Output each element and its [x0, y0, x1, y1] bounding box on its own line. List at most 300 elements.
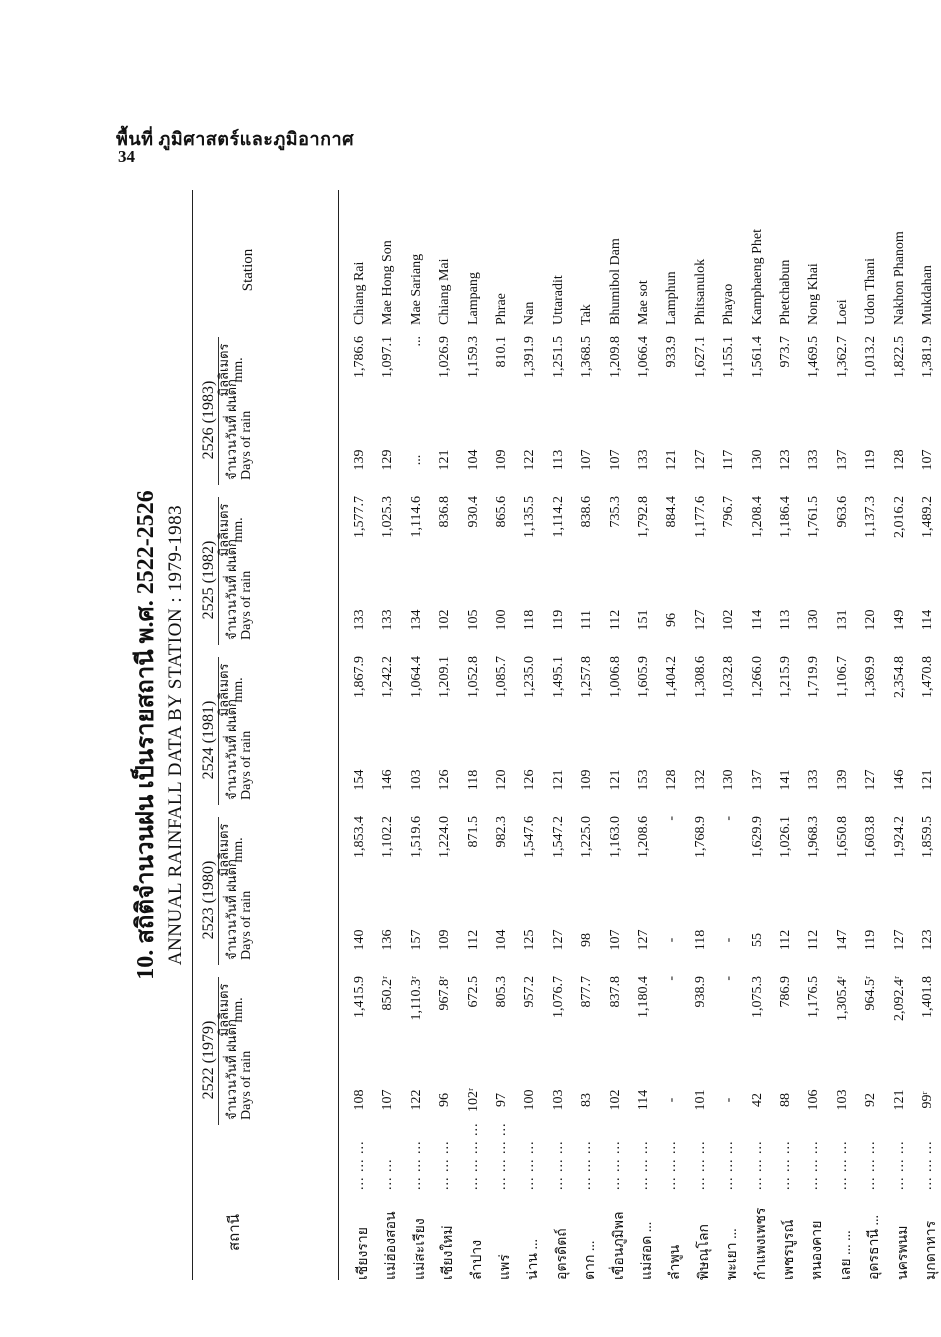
station-thai-name: หนองคาย: [810, 1220, 826, 1280]
rain-days-cell: 136: [380, 929, 396, 951]
rainfall-mm-cell: 1,013.2: [863, 336, 879, 378]
rain-days-cell: 127: [863, 769, 879, 791]
station-english-name: Phetchabun: [778, 259, 793, 325]
rainfall-mm-cell: 735.3: [607, 496, 623, 528]
rain-days-cell: 154: [352, 769, 367, 791]
station-thai-name: แม่สะเรียง: [412, 1218, 428, 1280]
rainfall-mm-cell: 810.1: [494, 336, 509, 368]
rain-days-cell: 113: [778, 609, 793, 631]
rain-days-cell: 102: [721, 609, 737, 631]
station-thai-name: ลำปาง: [469, 1239, 485, 1280]
rain-days-cell: 114: [920, 609, 935, 631]
rain-days-cell: 123: [920, 929, 935, 951]
table-row: [466, 180, 494, 1290]
rainfall-mm-cell: 1,114.2: [550, 496, 566, 538]
mm-english-label: mm.: [231, 357, 246, 383]
mm-thai-label: มิลลิเมตร: [216, 823, 231, 877]
rain-days-cell: 112: [778, 929, 793, 951]
station-english-name: Mae Sariang: [408, 253, 424, 325]
leader-dots: ... ... ...: [721, 1140, 737, 1190]
rainfall-mm-cell: 1,159.3: [465, 336, 481, 378]
leader-dots: ... ... ...: [778, 1140, 793, 1190]
rain-days-cell: 107: [607, 929, 623, 951]
table-row: [721, 180, 749, 1290]
station-thai-name: ตาก ...: [583, 1240, 599, 1280]
rainfall-mm-cell: 1,368.5: [579, 336, 595, 378]
rain-days-cell: 92: [863, 1093, 879, 1107]
mm-english-label: mm.: [231, 997, 246, 1023]
rainfall-mm-cell: 1,106.7: [834, 656, 850, 698]
station-english-name: Nakhon Phanom: [891, 231, 907, 325]
rainfall-mm-cell: 933.9: [664, 336, 680, 368]
table-row: [664, 180, 692, 1290]
days-english-label: Days of rain: [239, 730, 254, 800]
rain-days-cell: 119: [863, 449, 879, 471]
rainfall-mm-cell: 1,110.3ʳ: [408, 976, 424, 1021]
rainfall-mm-cell: 1,215.9: [778, 656, 793, 698]
station-thai-name: พะเยา ...: [725, 1228, 741, 1280]
rain-days-cell: 101: [692, 1089, 708, 1111]
rain-days-cell: -: [664, 937, 680, 943]
station-english-name: Tak: [579, 304, 595, 325]
rain-days-cell: 137: [834, 449, 850, 471]
leader-dots: ... ... ...: [749, 1140, 765, 1190]
rainfall-mm-cell: 1,208.4: [749, 496, 765, 538]
running-head: พื้นที่ ภูมิศาสตร์และภูมิอากาศ: [116, 129, 355, 149]
station-thai-name: เขื่อนภูมิพล: [611, 1211, 627, 1280]
millimetre-header: [216, 490, 246, 570]
rain-days-cell: 100: [494, 609, 509, 631]
rainfall-mm-cell: 672.5: [465, 976, 481, 1008]
rain-days-cell: 133: [806, 769, 822, 791]
leader-dots: ... ... ...: [920, 1140, 935, 1190]
rain-days-cell: 146: [380, 769, 396, 791]
rain-days-cell: 139: [352, 449, 367, 471]
leader-dots: ... ... ...: [550, 1140, 566, 1190]
leader-dots: ... ... ...: [636, 1140, 651, 1190]
rain-days-cell: 99ʳ: [920, 1091, 935, 1109]
rain-days-cell: 157: [408, 929, 424, 951]
rainfall-mm-cell: 1,547.2: [550, 816, 566, 858]
mm-english-label: mm.: [231, 517, 246, 543]
rainfall-mm-cell: 1,404.2: [664, 656, 680, 698]
rainfall-mm-cell: 1,305.4ʳ: [834, 976, 850, 1022]
rain-days-cell: 118: [465, 769, 481, 791]
rain-days-cell: 121: [607, 769, 623, 791]
station-english-name: Uttaradit: [550, 275, 566, 325]
rainfall-mm-cell: -: [664, 816, 680, 821]
rainfall-mm-cell: 805.3: [494, 976, 509, 1008]
rainfall-mm-cell: 1,085.7: [494, 656, 509, 698]
station-english-name: Chiang Rai: [352, 261, 367, 325]
millimetre-header: [216, 810, 246, 890]
rainfall-mm-cell: 1,266.0: [749, 656, 765, 698]
leader-dots: ... ... ... ...: [494, 1122, 509, 1190]
rainfall-mm-cell: ...: [408, 336, 424, 347]
rainfall-mm-cell: 1,786.6: [352, 336, 367, 378]
leader-dots: ... ... ...: [352, 1140, 367, 1190]
rainfall-mm-cell: 1,177.6: [692, 496, 708, 538]
rain-days-cell: 105: [465, 609, 481, 631]
rainfall-mm-cell: 1,761.5: [806, 496, 822, 538]
rainfall-mm-cell: 884.4: [664, 496, 680, 528]
rain-days-cell: 122: [408, 1089, 424, 1111]
table-row: [806, 180, 834, 1290]
rain-days-cell: 128: [891, 449, 907, 471]
station-thai-name: อุดรธานี ...: [867, 1215, 883, 1280]
rainfall-mm-cell: 1,180.4: [636, 976, 651, 1018]
rain-days-cell: 88: [778, 1093, 793, 1107]
rainfall-mm-cell: 973.7: [778, 336, 793, 368]
rain-days-cell: 133: [380, 609, 396, 631]
rain-days-cell: 98: [579, 933, 595, 947]
rain-days-cell: 133: [636, 449, 651, 471]
days-thai-label: จำนวนวันที่ ฝนตก: [224, 539, 239, 640]
rain-days-cell: 103: [408, 769, 424, 791]
rainfall-mm-cell: 837.8: [607, 976, 623, 1008]
rainfall-mm-cell: 786.9: [778, 976, 793, 1008]
rainfall-mm-cell: -: [721, 816, 737, 821]
station-thai-name: มุกดาหาร: [924, 1220, 939, 1280]
rain-days-cell: 96: [664, 613, 680, 627]
station-english-name: Phitsanulok: [692, 258, 708, 325]
table-title-english: ANNUAL RAINFALL DATA BY STATION : 1979-1983: [165, 504, 186, 966]
table-row: [494, 180, 522, 1290]
leader-dots: ... ... ...: [891, 1140, 907, 1190]
rain-days-cell: 107: [380, 1089, 396, 1111]
leader-dots: ... ... ...: [806, 1140, 822, 1190]
rainfall-mm-cell: 1,155.1: [721, 336, 737, 378]
rain-days-cell: 122: [522, 449, 538, 471]
rain-days-cell: 117: [721, 449, 737, 471]
rain-days-cell: 109: [437, 929, 453, 951]
mm-thai-label: มิลลิเมตร: [216, 983, 231, 1037]
rainfall-mm-cell: 2,092.4ʳ: [891, 976, 907, 1022]
rainfall-table: [120, 180, 939, 1290]
rain-days-cell: 139: [834, 769, 850, 791]
year-header: 2522 (1979): [200, 1020, 217, 1100]
leader-dots: ... ... ...: [834, 1140, 850, 1190]
station-thai-name: พิษณุโลก: [696, 1223, 712, 1280]
station-thai-name: นครพนม: [895, 1225, 911, 1280]
rain-days-cell: -: [721, 937, 737, 943]
rain-days-cell: 121: [437, 449, 453, 471]
rain-days-cell: 127: [692, 609, 708, 631]
rain-days-cell: 140: [352, 929, 367, 951]
mm-thai-label: มิลลิเมตร: [216, 663, 231, 717]
rainfall-mm-cell: 1,176.5: [806, 976, 822, 1018]
rain-days-cell: 153: [636, 769, 651, 791]
rain-days-cell: 102: [607, 1089, 623, 1111]
rain-days-cell: 147: [834, 929, 850, 951]
station-english-name: Bhumibol Dam: [607, 238, 623, 325]
table-row: [693, 180, 721, 1290]
rain-days-cell: 126: [437, 769, 453, 791]
station-english-name: Mae Hong Son: [380, 240, 396, 325]
rainfall-mm-cell: 957.2: [522, 976, 538, 1008]
rain-days-cell: 42: [749, 1093, 765, 1107]
station-english-name: Lamphun: [664, 271, 680, 325]
table-row: [409, 180, 437, 1290]
leader-dots: ... ... ...: [863, 1140, 879, 1190]
leader-dots: ... ... ...: [408, 1140, 424, 1190]
table-row: [835, 180, 863, 1290]
rain-days-cell: 97: [494, 1093, 509, 1107]
rainfall-mm-cell: 967.8ʳ: [437, 976, 453, 1011]
rainfall-mm-cell: 1,415.9: [352, 976, 367, 1018]
rainfall-mm-cell: 1,822.5: [891, 336, 907, 378]
days-english-label: Days of rain: [239, 570, 254, 640]
rain-days-cell: 113: [550, 449, 566, 471]
rainfall-mm-cell: 1,224.0: [437, 816, 453, 858]
rainfall-mm-cell: 1,924.2: [891, 816, 907, 858]
rain-days-cell: 108: [352, 1089, 367, 1111]
station-english-name: Phayao: [721, 283, 737, 325]
station-thai-name: เลย ... ...: [838, 1230, 854, 1280]
rainfall-mm-cell: 963.6: [834, 496, 850, 528]
days-thai-label: จำนวนวันที่ ฝนตก: [224, 699, 239, 800]
rainfall-mm-cell: 1,102.2: [380, 816, 396, 858]
rain-days-cell: 127: [692, 449, 708, 471]
rain-days-cell: 112: [465, 929, 481, 951]
rainfall-mm-cell: 1,792.8: [636, 496, 651, 538]
station-english-name: Udon Thani: [863, 257, 879, 325]
rain-days-cell: 55: [749, 933, 765, 947]
rain-days-cell: 119: [550, 609, 566, 631]
millimetre-header: [216, 330, 246, 410]
rainfall-mm-cell: 1,547.6: [522, 816, 538, 858]
rainfall-mm-cell: 1,032.8: [721, 656, 737, 698]
rainfall-mm-cell: -: [721, 976, 737, 981]
rainfall-mm-cell: 1,135.5: [522, 496, 538, 538]
station-english-name: Kamphaeng Phet: [749, 228, 765, 325]
rainfall-mm-cell: 1,066.4: [636, 336, 651, 378]
days-english-label: Days of rain: [239, 890, 254, 960]
rainfall-mm-cell: 1,235.0: [522, 656, 538, 698]
rainfall-mm-cell: 1,603.8: [863, 816, 879, 858]
station-thai-name: เชียงใหม่: [441, 1225, 457, 1280]
rain-days-cell: 134: [408, 609, 424, 631]
rainfall-mm-cell: 1,470.8: [920, 656, 935, 698]
rainfall-mm-cell: 1,719.9: [806, 656, 822, 698]
rain-days-cell: 129: [380, 449, 396, 471]
days-thai-label: จำนวนวันที่ ฝนตก: [224, 859, 239, 960]
station-english-name: Nong Khai: [806, 263, 822, 325]
rain-days-cell: 121: [550, 769, 566, 791]
mm-thai-label: มิลลิเมตร: [216, 503, 231, 557]
rainfall-mm-cell: 1,489.2: [920, 496, 935, 538]
rain-days-cell: 146: [891, 769, 907, 791]
rainfall-mm-cell: 930.4: [465, 496, 481, 528]
rain-days-cell: 100: [522, 1089, 538, 1111]
leader-dots: ... ... ...: [579, 1140, 595, 1190]
table-row: [352, 180, 380, 1290]
rain-days-cell: 121: [920, 769, 935, 791]
rain-days-cell: 111: [579, 610, 595, 630]
rain-days-cell: 107: [920, 449, 935, 471]
rain-days-cell: 96: [437, 1093, 453, 1107]
table-row: [522, 180, 550, 1290]
station-english-name: Lampang: [465, 272, 481, 325]
rainfall-mm-cell: 836.8: [437, 496, 453, 528]
table-row: [608, 180, 636, 1290]
rainfall-mm-cell: 1,208.6: [636, 816, 651, 858]
station-thai-name: แม่ฮ่องสอน: [384, 1211, 400, 1280]
rainfall-mm-cell: 1,629.9: [749, 816, 765, 858]
rainfall-mm-cell: 1,257.8: [579, 656, 595, 698]
rainfall-mm-cell: 1,186.4: [778, 496, 793, 538]
table-row: [778, 180, 806, 1290]
leader-dots: ... ... ...: [692, 1140, 708, 1190]
rain-days-cell: 114: [636, 1089, 651, 1111]
station-english-name: Chiang Mai: [437, 258, 453, 325]
rainfall-mm-cell: 1,362.7: [834, 336, 850, 378]
station-english-name: Phrae: [494, 293, 509, 325]
year-header: 2525 (1982): [200, 540, 217, 620]
millimetre-header: [216, 970, 246, 1050]
rainfall-mm-cell: 1,519.6: [408, 816, 424, 858]
rainfall-mm-cell: 1,577.7: [352, 496, 367, 538]
leader-dots: ... ...: [380, 1158, 396, 1190]
rain-days-cell: 128: [664, 769, 680, 791]
table-row: [551, 180, 579, 1290]
station-english-header: Station: [240, 248, 256, 292]
rain-days-cell: 107: [607, 449, 623, 471]
table-row: [863, 180, 891, 1290]
rain-days-cell: 103: [834, 1089, 850, 1111]
rain-days-cell: 133: [806, 449, 822, 471]
rainfall-mm-cell: 1,391.9: [522, 336, 538, 378]
rainfall-mm-cell: 865.6: [494, 496, 509, 528]
rain-days-cell: 130: [721, 769, 737, 791]
days-thai-label: จำนวนวันที่ ฝนตก: [224, 1019, 239, 1120]
rainfall-mm-cell: 1,401.8: [920, 976, 935, 1018]
rainfall-mm-cell: 796.7: [721, 496, 737, 528]
rain-days-cell: 118: [522, 609, 538, 631]
rainfall-mm-cell: 1,605.9: [636, 656, 651, 698]
rainfall-mm-cell: 2,016.2: [891, 496, 907, 538]
station-thai-name: ลำพูน: [668, 1244, 684, 1280]
rainfall-mm-cell: 1,163.0: [607, 816, 623, 858]
leader-dots: ... ... ...: [522, 1140, 538, 1190]
table-row: [920, 180, 941, 1290]
table-row: [750, 180, 778, 1290]
rain-days-cell: 102ʳ: [465, 1087, 481, 1113]
station-english-name: Nan: [522, 301, 538, 325]
rainfall-mm-cell: 1,209.1: [437, 656, 453, 698]
rainfall-mm-cell: 1,495.1: [550, 656, 566, 698]
rainfall-mm-cell: 938.9: [692, 976, 708, 1008]
top-rule: [192, 190, 193, 1280]
station-thai-name: อุตรดิตถ์: [554, 1228, 570, 1280]
rainfall-mm-cell: 1,853.4: [352, 816, 367, 858]
rain-days-cell: 102: [437, 609, 453, 631]
rain-days-cell: 120: [863, 609, 879, 631]
rainfall-mm-cell: 1,114.6: [408, 496, 424, 538]
days-english-label: Days of rain: [239, 410, 254, 480]
rainfall-mm-cell: 1,025.3: [380, 496, 396, 538]
rain-days-cell: 109: [494, 449, 509, 471]
table-title-thai: 10. สถิติจำนวนฝน เป็นรายสถานี พ.ศ. 2522-2526: [133, 490, 159, 980]
rainfall-mm-cell: 1,650.8: [834, 816, 850, 858]
rain-days-cell: 126: [522, 769, 538, 791]
rain-days-cell: 119: [863, 929, 879, 951]
year-header: 2524 (1981): [200, 700, 217, 780]
rain-days-cell: 114: [749, 609, 765, 631]
rainfall-mm-cell: 850.2ʳ: [380, 976, 396, 1011]
rain-days-cell: 106: [806, 1089, 822, 1111]
rain-days-cell: 112: [806, 929, 822, 951]
days-thai-label: จำนวนวันที่ ฝนตก: [224, 379, 239, 480]
rain-days-cell: 112: [607, 609, 623, 631]
rain-days-cell: 151: [636, 609, 651, 631]
rain-days-cell: 121: [664, 449, 680, 471]
rain-days-cell: 103: [550, 1089, 566, 1111]
rainfall-mm-cell: 1,469.5: [806, 336, 822, 378]
rainfall-mm-cell: 964.5ʳ: [863, 976, 879, 1011]
rainfall-mm-cell: 1,561.4: [749, 336, 765, 378]
rain-days-cell: ...: [408, 454, 424, 466]
year-header: 2526 (1983): [200, 380, 217, 460]
rainfall-mm-cell: 1,251.5: [550, 336, 566, 378]
rainfall-mm-cell: 1,768.9: [692, 816, 708, 858]
rain-days-cell: 120: [494, 769, 509, 791]
leader-dots: ... ... ... ...: [465, 1122, 481, 1190]
rain-days-cell: 130: [749, 449, 765, 471]
rainfall-mm-cell: 2,354.8: [891, 656, 907, 698]
rainfall-mm-cell: 1,968.3: [806, 816, 822, 858]
rainfall-mm-cell: -: [664, 976, 680, 981]
rain-days-cell: -: [664, 1097, 680, 1103]
rain-days-cell: 130: [806, 609, 822, 631]
rainfall-mm-cell: 1,026.9: [437, 336, 453, 378]
station-english-name: Loei: [834, 299, 850, 325]
rain-days-cell: 149: [891, 609, 907, 631]
station-english-name: Mukdahan: [920, 265, 935, 325]
leader-dots: ... ... ...: [607, 1140, 623, 1190]
rain-days-cell: 109: [579, 769, 595, 791]
mm-english-label: mm.: [231, 837, 246, 863]
station-english-name: Mae sot: [636, 280, 651, 325]
table-row: [892, 180, 920, 1290]
rainfall-mm-cell: 1,097.1: [380, 336, 396, 378]
millimetre-header: [216, 650, 246, 730]
table-row: [636, 180, 664, 1290]
rain-days-cell: 137: [749, 769, 765, 791]
rainfall-mm-cell: 877.7: [579, 976, 595, 1008]
station-thai-name: กำแพงเพชร: [753, 1207, 769, 1280]
rainfall-mm-cell: 982.3: [494, 816, 509, 848]
rainfall-mm-cell: 1,859.5: [920, 816, 935, 858]
rainfall-mm-cell: 1,627.1: [692, 336, 708, 378]
rain-days-cell: 133: [352, 609, 367, 631]
rain-days-cell: 104: [494, 929, 509, 951]
station-thai-name: แพร่: [498, 1254, 513, 1280]
rainfall-mm-cell: 838.6: [579, 496, 595, 528]
year-header: 2523 (1980): [200, 860, 217, 940]
rainfall-mm-cell: 1,867.9: [352, 656, 367, 698]
rainfall-mm-cell: 1,137.3: [863, 496, 879, 538]
rain-days-cell: 123: [778, 449, 793, 471]
rainfall-mm-cell: 1,052.8: [465, 656, 481, 698]
rain-days-cell: 83: [579, 1093, 595, 1107]
rainfall-mm-cell: 1,381.9: [920, 336, 935, 378]
mm-thai-label: มิลลิเมตร: [216, 343, 231, 397]
leader-dots: ... ... ...: [437, 1140, 453, 1190]
station-thai-name: น่าน ...: [526, 1238, 542, 1280]
rainfall-mm-cell: 1,075.3: [749, 976, 765, 1018]
leader-dots: ... ... ...: [664, 1140, 680, 1190]
